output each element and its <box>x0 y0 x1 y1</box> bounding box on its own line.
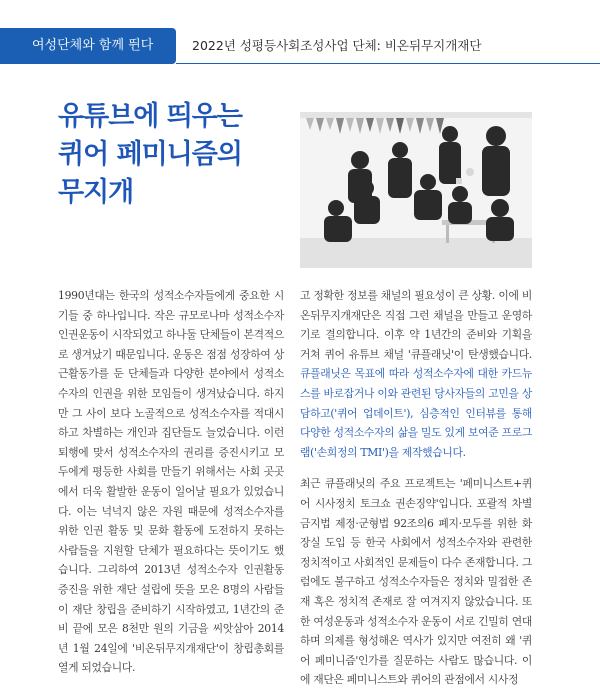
header-rule <box>176 63 600 64</box>
group-photo-illustration <box>300 112 532 268</box>
program-title: 2022년 성평등사회조성사업 단체: 비온뒤무지개재단 <box>192 38 482 53</box>
left-paragraph: 1990년대는 한국의 성적소수자들에게 중요한 시기들 중 하나입니다. 작은 규모로나마 성적소수자 인권운동이 시작되었고 하나둘 단체들이 본격적으로 생겨났기 때문입니다. 운동은 점점 성장하여 상근활동가를 둔 단체들과 다양한 분야에서 성적소수자의 인권을 위한 모임들이 생겨났습니다. 하지만 그 사이 보다 노골적으로 성적소수자를 적대시 하고 차별하는 개인과 집단들도 늘었습니다. 이런 퇴행에 맞서 성적소수자의 권리를 증진시키고 모두에게 평등한 사회를 만들기 위해서는 사회 곳곳에서 더욱 활발한 운동이 일어날 필요가 있었습니다. 이는 넉넉지 않은 자원 때문에 성적소수자를 위한 인권 활동 및 문화 활동에 도전하지 못하는 사람들을 지원할 단체가 필요하다는 뜻이기도 했습니다. 그리하여 2013년 성적소수자 인권활동 증진을 위한 재단 설립에 뜻을 모은 8명의 사람들이 재단 창립을 준비하기 시작하였고, 1년간의 준비 끝에 모은 8천만 원의 기금을 씨앗삼아 2014년 1월 24일에 '비온뒤무지개재단'이 창립총회를 열게 되었습니다. <box>58 289 284 675</box>
paragraph-gap <box>300 462 532 474</box>
headline-line-1: 유튜브에 띄우는 <box>58 101 242 132</box>
left-column <box>58 286 284 678</box>
right-paragraph-1-highlight: 큐플래닛은 목표에 따라 성적소수자에 대한 카드뉴스를 바로잡거나 이와 관련된 당사자들의 고민을 상담하고('퀴어 업데이트'), 심층적인 인터뷰를 통해 다양한 성적소수자의 삶을 밀도 있게 보여준 프로그램('손희정의 TMI')을 제작했습니다. <box>300 367 532 459</box>
right-column <box>300 286 532 690</box>
group-photo <box>300 112 532 268</box>
right-paragraph-1-text: 고 정확한 정보를 채널의 필요성이 큰 상황. 이에 비온뒤무지개재단은 직접 그런 채널을 만들고 운영하기로 결의합니다. 이후 약 1년간의 준비와 기획을 거쳐 퀴어 유튜브 채널 '큐플래닛'이 탄생했습니다. <box>300 289 532 361</box>
right-paragraph-1 <box>300 286 532 462</box>
headline-line-3: 무지개 <box>58 177 134 208</box>
article-headline <box>58 98 298 212</box>
right-paragraph-2: 최근 큐플래닛의 주요 프로젝트는 '페미니스트+퀴어 시사정치 토크쇼 권손징약'입니다. 포괄적 차별금지법 제정·군형법 92조의6 폐지·모두를 위한 화장실 도입 등 한국 사회에서 성적소수자와 관련한 정치적이고 사회적인 문제들이 다수 존재합니다. 그럼에도 불구하고 성적소수자들은 정치와 밀접한 존재 혹은 정치적 존재로 잘 여겨지지 않았습니다. 또한 여성운동과 성적소수자 운동이 서로 긴밀히 연대하며 의제를 형성해온 역사가 있지만 여전히 왜 '퀴어 페미니즘'인가를 질문하는 사람도 많습니다. 이에 재단은 페미니스트와 퀴어의 관점에서 시사정 <box>300 477 532 687</box>
section-tab <box>0 28 176 64</box>
headline-line-2: 퀴어 페미니즘의 <box>58 139 242 170</box>
section-label: 여성단체와 함께 뛴다 <box>32 38 154 53</box>
